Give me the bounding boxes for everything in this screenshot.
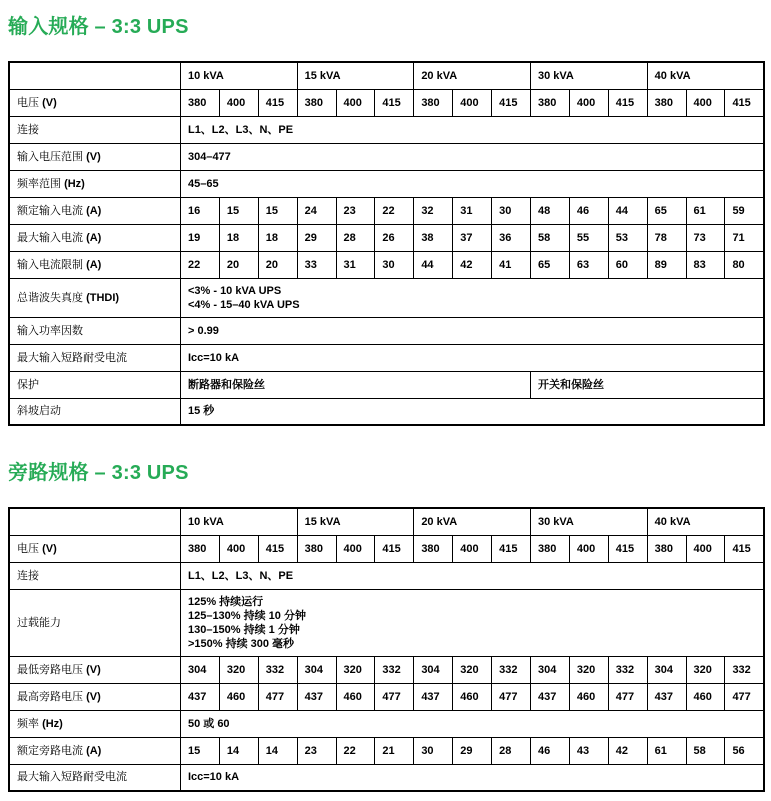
spec-value-cell: 415 [725,535,764,562]
spec-span-cell [180,710,764,737]
spec-label-unit: (THDI) [86,291,120,304]
spec-label-cell [9,737,180,764]
table-row [9,535,764,562]
spec-label-cell [9,224,180,251]
kva-header-cell: 30 kVA [530,508,647,535]
spec-value-cell: 400 [453,89,492,116]
kva-header-cell: 15 kVA [297,508,414,535]
spec-span-cell [180,589,764,656]
spec-value-cell: 89 [647,251,686,278]
spec-label-cell [9,170,180,197]
spec-label-text: 输入电压范围 [17,150,87,163]
table-row [9,371,764,398]
spec-value-cell: 380 [297,89,336,116]
bypass-specs-table-container [8,507,765,792]
kva-header-cell: 40 kVA [647,62,764,89]
spec-value-cell: 415 [375,89,414,116]
table-row [9,116,764,143]
table-header-row [9,508,764,535]
table-row [9,737,764,764]
spec-value-cell: 28 [336,224,375,251]
spec-value-cell: 42 [453,251,492,278]
spec-text-line: Icc=10 kA [187,351,240,364]
spec-value-cell: 332 [608,656,647,683]
table-row [9,89,764,116]
table-row [9,764,764,791]
spec-span-cell [180,116,764,143]
spec-value-cell: 44 [414,251,453,278]
spec-value-cell: 43 [569,737,608,764]
spec-table [8,61,765,426]
spec-value-cell: 22 [375,197,414,224]
spec-value-cell: 400 [336,535,375,562]
spec-value-cell: 41 [492,251,531,278]
spec-span-cell [180,278,764,317]
spec-label-cell: 过载能力 [9,589,180,656]
spec-value-cell: 58 [686,737,725,764]
spec-value-cell: 30 [375,251,414,278]
spec-span-cell: 断路器和保险丝 [180,371,530,398]
spec-value-cell: 26 [375,224,414,251]
spec-label-cell [9,656,180,683]
spec-value-cell: 60 [608,251,647,278]
spec-value-cell: 437 [414,683,453,710]
spec-label-cell: 保护 [9,371,180,398]
spec-value-cell: 437 [530,683,569,710]
kva-header-corner-cell [9,62,180,89]
spec-label-text: 电压 [17,96,43,109]
spec-value-cell: 304 [180,656,219,683]
table-row [9,251,764,278]
spec-value-cell: 22 [336,737,375,764]
spec-value-cell: 380 [530,89,569,116]
spec-value-cell: 380 [414,535,453,562]
spec-label-text: 额定输入电流 [17,204,87,217]
spec-label-cell [9,535,180,562]
table-row [9,344,764,371]
spec-value-cell: 20 [219,251,258,278]
spec-value-cell: 48 [530,197,569,224]
spec-value-cell: 400 [453,535,492,562]
kva-header-cell: 20 kVA [414,508,531,535]
spec-value-cell: 53 [608,224,647,251]
spec-value-cell: 65 [530,251,569,278]
spec-label-cell [9,251,180,278]
spec-label-text: 最大输入电流 [17,231,87,244]
spec-value-cell: 380 [297,535,336,562]
spec-value-cell: 400 [336,89,375,116]
spec-value-cell: 58 [530,224,569,251]
spec-label-cell [9,197,180,224]
spec-text-line: 304–477 [187,150,231,163]
spec-value-cell: 15 [258,197,297,224]
spec-value-cell: 380 [647,535,686,562]
spec-span-cell [180,170,764,197]
spec-value-cell: 477 [608,683,647,710]
spec-value-cell: 460 [219,683,258,710]
spec-span-cell [180,562,764,589]
spec-value-cell: 46 [569,197,608,224]
spec-value-cell: 33 [297,251,336,278]
spec-value-cell: 415 [258,89,297,116]
spec-label-cell: 最大输入短路耐受电流 [9,344,180,371]
spec-label-cell [9,143,180,170]
kva-header-corner-cell [9,508,180,535]
spec-value-cell: 304 [647,656,686,683]
spec-label-unit: (A) [86,231,102,244]
spec-value-cell: 380 [530,535,569,562]
spec-text-line: L1、L2、L3、N、PE [187,123,294,136]
table-row [9,143,764,170]
spec-value-cell: 332 [725,656,764,683]
spec-label-unit: (V) [86,150,101,163]
spec-value-cell: 78 [647,224,686,251]
spec-label-unit: (Hz) [64,177,85,190]
spec-span-cell [180,398,764,425]
input-specs-table-container [8,61,765,426]
spec-value-cell: 22 [180,251,219,278]
spec-label-unit: (V) [86,690,101,703]
spec-value-cell: 415 [258,535,297,562]
section-title-bypass: 旁路规格 – 3:3 UPS [8,462,189,484]
table-row [9,656,764,683]
spec-value-cell: 304 [297,656,336,683]
spec-value-cell: 477 [725,683,764,710]
spec-value-cell: 304 [414,656,453,683]
spec-value-cell: 16 [180,197,219,224]
spec-span-cell [180,764,764,791]
spec-value-cell: 61 [686,197,725,224]
spec-label-cell: 最大输入短路耐受电流 [9,764,180,791]
spec-value-cell: 380 [414,89,453,116]
spec-value-cell: 400 [686,535,725,562]
spec-label-unit: (A) [86,258,102,271]
spec-text-line: 125–130% 持续 10 分钟 [187,609,306,622]
spec-value-cell: 460 [336,683,375,710]
table-row [9,317,764,344]
table-row [9,170,764,197]
spec-value-cell: 36 [492,224,531,251]
spec-label-text: 频率 [17,717,43,730]
spec-value-cell: 18 [219,224,258,251]
spec-value-cell: 415 [725,89,764,116]
spec-span-cell [180,344,764,371]
spec-value-cell: 61 [647,737,686,764]
spec-value-cell: 14 [219,737,258,764]
spec-value-cell: 460 [686,683,725,710]
table-row [9,224,764,251]
spec-span-cell [180,143,764,170]
spec-table [8,507,765,792]
spec-value-cell: 80 [725,251,764,278]
spec-value-cell: 42 [608,737,647,764]
spec-value-cell: 20 [258,251,297,278]
spec-value-cell: 23 [297,737,336,764]
spec-value-cell: 23 [336,197,375,224]
spec-value-cell: 37 [453,224,492,251]
spec-label-unit: (V) [42,96,57,109]
spec-value-cell: 415 [608,535,647,562]
spec-value-cell: 332 [375,656,414,683]
spec-label-text: 电压 [17,542,43,555]
spec-value-cell: 56 [725,737,764,764]
table-row [9,398,764,425]
spec-value-cell: 332 [258,656,297,683]
table-row [9,197,764,224]
spec-value-cell: 415 [492,535,531,562]
spec-value-cell: 19 [180,224,219,251]
spec-value-cell: 14 [258,737,297,764]
section-input-specs [8,10,765,426]
spec-text-line: >150% 持续 300 毫秒 [187,637,295,650]
spec-value-cell: 320 [453,656,492,683]
spec-value-cell: 380 [180,535,219,562]
spec-value-cell: 44 [608,197,647,224]
spec-label-unit: (A) [86,204,102,217]
spec-label-text: 最高旁路电压 [17,690,87,703]
spec-label-cell: 输入功率因数 [9,317,180,344]
spec-value-cell: 31 [336,251,375,278]
spec-value-cell: 460 [453,683,492,710]
spec-text-line: <3% - 10 kVA UPS [187,284,282,297]
spec-span-cell [180,317,764,344]
spec-label-text: 输入电流限制 [17,258,87,271]
spec-text-line: > 0.99 [187,324,219,337]
spec-value-cell: 477 [258,683,297,710]
spec-value-cell: 415 [492,89,531,116]
spec-value-cell: 15 [180,737,219,764]
kva-header-cell: 40 kVA [647,508,764,535]
spec-value-cell: 63 [569,251,608,278]
spec-label-cell: 连接 [9,116,180,143]
spec-value-cell: 477 [492,683,531,710]
spec-value-cell: 30 [492,197,531,224]
spec-label-cell [9,710,180,737]
spec-value-cell: 31 [453,197,492,224]
spec-value-cell: 83 [686,251,725,278]
spec-value-cell: 400 [569,89,608,116]
spec-label-cell [9,278,180,317]
spec-value-cell: 477 [375,683,414,710]
section-bypass-specs [8,456,765,792]
spec-value-cell: 415 [375,535,414,562]
kva-header-cell: 30 kVA [530,62,647,89]
spec-value-cell: 320 [219,656,258,683]
spec-text-line: 45–65 [187,177,219,190]
spec-text-line: 50 或 60 [187,717,230,730]
spec-value-cell: 400 [219,89,258,116]
spec-text-line: L1、L2、L3、N、PE [187,569,294,582]
spec-span-cell: 开关和保险丝 [530,371,764,398]
spec-text-line: 125% 持续运行 [187,595,264,608]
spec-value-cell: 29 [453,737,492,764]
spec-value-cell: 400 [569,535,608,562]
spec-value-cell: 415 [608,89,647,116]
spec-label-text: 最低旁路电压 [17,663,87,676]
spec-value-cell: 21 [375,737,414,764]
spec-label-unit: (A) [86,744,102,757]
table-row [9,278,764,317]
spec-value-cell: 28 [492,737,531,764]
spec-value-cell: 71 [725,224,764,251]
spec-text-line: 130–150% 持续 1 分钟 [187,623,300,636]
kva-header-cell: 10 kVA [180,508,297,535]
spec-value-cell: 437 [297,683,336,710]
spec-value-cell: 30 [414,737,453,764]
spec-label-unit: (Hz) [42,717,63,730]
spec-value-cell: 15 [219,197,258,224]
spec-label-unit: (V) [86,663,101,676]
spec-value-cell: 46 [530,737,569,764]
spec-value-cell: 400 [686,89,725,116]
kva-header-cell: 20 kVA [414,62,531,89]
spec-label-cell: 连接 [9,562,180,589]
spec-label-cell: 斜坡启动 [9,398,180,425]
spec-value-cell: 437 [180,683,219,710]
spec-value-cell: 320 [336,656,375,683]
spec-value-cell: 59 [725,197,764,224]
spec-label-unit: (V) [42,542,57,555]
table-row [9,562,764,589]
table-row [9,589,764,656]
spec-label-text: 额定旁路电流 [17,744,87,757]
spec-value-cell: 320 [569,656,608,683]
spec-value-cell: 460 [569,683,608,710]
spec-value-cell: 400 [219,535,258,562]
spec-value-cell: 18 [258,224,297,251]
spec-value-cell: 38 [414,224,453,251]
spec-label-cell [9,89,180,116]
spec-value-cell: 332 [492,656,531,683]
spec-value-cell: 380 [647,89,686,116]
spec-text-line: Icc=10 kA [187,771,240,784]
spec-value-cell: 73 [686,224,725,251]
spec-label-cell [9,683,180,710]
spec-value-cell: 32 [414,197,453,224]
spec-value-cell: 320 [686,656,725,683]
kva-header-cell: 15 kVA [297,62,414,89]
spec-text-line: <4% - 15–40 kVA UPS [187,298,300,311]
table-header-row [9,62,764,89]
kva-header-cell: 10 kVA [180,62,297,89]
spec-label-text: 频率范围 [17,177,65,190]
spec-value-cell: 380 [180,89,219,116]
spec-value-cell: 29 [297,224,336,251]
spec-text-line: 15 秒 [187,405,215,418]
spec-value-cell: 304 [530,656,569,683]
table-row [9,683,764,710]
table-row [9,710,764,737]
spec-label-text: 总谐波失真度 [17,291,87,304]
section-title-input: 输入规格 – 3:3 UPS [8,16,189,38]
spec-value-cell: 437 [647,683,686,710]
spec-value-cell: 55 [569,224,608,251]
spec-value-cell: 24 [297,197,336,224]
spec-value-cell: 65 [647,197,686,224]
